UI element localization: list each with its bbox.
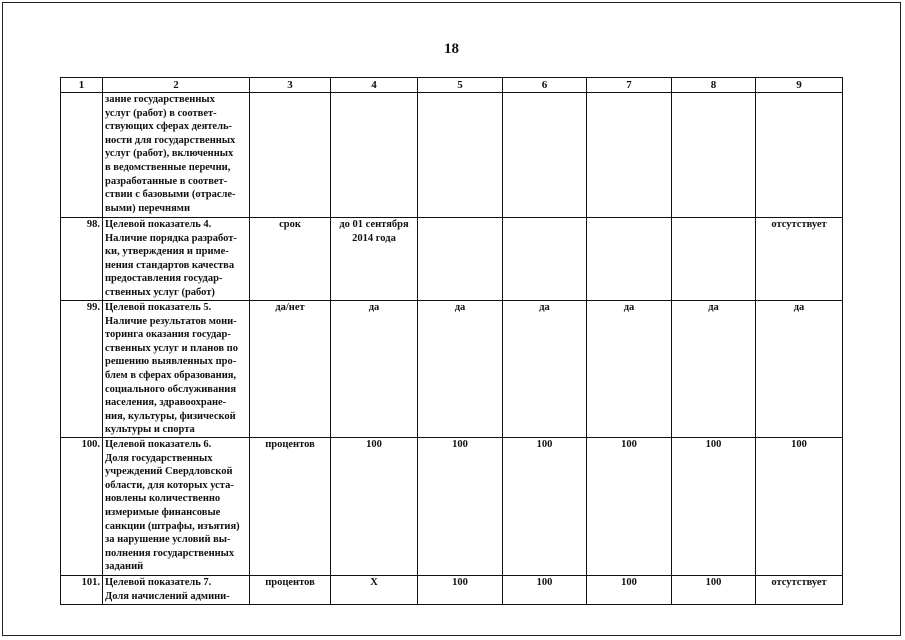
column-header-5: 5: [418, 78, 503, 93]
indicators-table: [60, 77, 843, 605]
indicator-name: Целевой показатель 7. Доля начислений админи-: [103, 576, 250, 605]
value-cell: 100: [418, 576, 503, 605]
value-cell: [418, 93, 503, 218]
table-header-row: [61, 78, 843, 93]
value-cell: да: [587, 301, 672, 438]
indicator-name: Целевой показатель 4. Наличие порядка разработ- ки, утверждения и приме- нения стандартов качества предоставления государ- ственных услуг (работ): [103, 218, 250, 301]
column-header-1: 1: [61, 78, 103, 93]
unit-cell: процентов: [250, 438, 331, 576]
value-cell: [503, 218, 587, 301]
value-cell: да: [503, 301, 587, 438]
row-number: 101.: [61, 576, 103, 605]
value-cell: 100: [672, 438, 756, 576]
column-header-7: 7: [587, 78, 672, 93]
indicator-name: Целевой показатель 6. Доля государственных учреждений Свердловской области, для которых уста- новлены количественно измеримые финансовые санкции (штрафы, изъятия) за нарушение условий вы- полнения государственных заданий: [103, 438, 250, 576]
value-cell: 100: [587, 438, 672, 576]
row-number: [61, 93, 103, 218]
value-cell: [756, 93, 843, 218]
indicator-name: зание государственных услуг (работ) в соответ- ствующих сферах деятель- ности для государственных услуг (работ), включенных в ведомственные перечни, разработанные в соответ- ствии с базовыми (отрасле- выми) перечнями: [103, 93, 250, 218]
column-header-8: 8: [672, 78, 756, 93]
value-cell: [503, 93, 587, 218]
row-number: 99.: [61, 301, 103, 438]
document-page: [2, 2, 901, 636]
column-header-4: 4: [331, 78, 418, 93]
column-header-9: 9: [756, 78, 843, 93]
value-cell: X: [331, 576, 418, 605]
page-number: 18: [444, 41, 459, 57]
unit-cell: срок: [250, 218, 331, 301]
column-header-6: 6: [503, 78, 587, 93]
table-row: [61, 576, 843, 605]
value-cell: да: [418, 301, 503, 438]
value-cell: отсутствует: [756, 218, 843, 301]
value-cell: до 01 сентября 2014 года: [331, 218, 418, 301]
table-row: [61, 218, 843, 301]
table-row: [61, 301, 843, 438]
value-cell: 100: [331, 438, 418, 576]
value-cell: 100: [587, 576, 672, 605]
table-row: [61, 93, 843, 218]
value-cell: 100: [503, 438, 587, 576]
value-cell: да: [756, 301, 843, 438]
value-cell: 100: [756, 438, 843, 576]
value-cell: 100: [503, 576, 587, 605]
value-cell: [672, 218, 756, 301]
value-cell: [672, 93, 756, 218]
table-row: [61, 438, 843, 576]
value-cell: [587, 93, 672, 218]
value-cell: отсутствует: [756, 576, 843, 605]
column-header-2: 2: [103, 78, 250, 93]
unit-cell: процентов: [250, 576, 331, 605]
value-cell: [418, 218, 503, 301]
indicator-name: Целевой показатель 5. Наличие результатов мони- торинга оказания государ- ственных услуг и планов по решению выявленных про- блем в сферах образования, социального обслуживания населения, здравоохране- ния, культуры, физической культуры и спорта: [103, 301, 250, 438]
unit-cell: [250, 93, 331, 218]
value-cell: [587, 218, 672, 301]
value-cell: [331, 93, 418, 218]
row-number: 100.: [61, 438, 103, 576]
unit-cell: да/нет: [250, 301, 331, 438]
column-header-3: 3: [250, 78, 331, 93]
value-cell: 100: [672, 576, 756, 605]
value-cell: 100: [418, 438, 503, 576]
row-number: 98.: [61, 218, 103, 301]
value-cell: да: [331, 301, 418, 438]
value-cell: да: [672, 301, 756, 438]
